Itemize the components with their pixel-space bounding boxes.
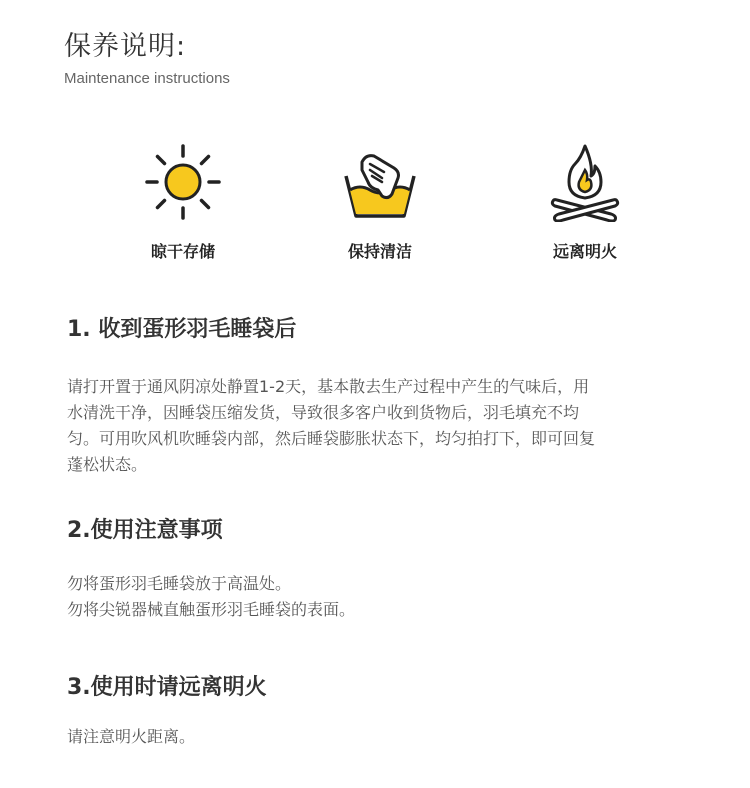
care-icons-row (0, 142, 750, 272)
body-line: 水清洗干净，因睡袋压缩发货，导致很多客户收到货物后，羽毛填充不均 (67, 403, 580, 422)
page-header (64, 30, 230, 88)
section-body (67, 571, 707, 623)
care-label-dry-storage: 晾干存储 (150, 242, 215, 261)
care-item-dry-storage (108, 142, 258, 262)
page-title: 保养说明: (64, 31, 187, 62)
care-item-away-from-fire (510, 142, 660, 262)
body-line: 匀。可用吹风机吹睡袋内部，然后睡袋膨胀状态下，均匀拍打下，即可回复 (67, 429, 596, 448)
section-after-receiving (67, 316, 707, 478)
care-label-away-from-fire: 远离明火 (552, 242, 617, 261)
campfire-icon (545, 142, 625, 222)
page-subtitle: Maintenance instructions (64, 70, 230, 87)
section-fire-warning (67, 674, 707, 750)
body-line: 请注意明火距离。 (67, 727, 196, 746)
section-title: 2.使用注意事项 (67, 518, 223, 543)
body-line: 蓬松状态。 (67, 455, 148, 474)
body-line: 请打开置于通风阴凉处静置1-2天，基本散去生产过程中产生的气味后，用 (67, 377, 590, 396)
section-title: 3.使用时请远离明火 (67, 675, 267, 700)
section-body (67, 724, 707, 750)
care-label-keep-clean: 保持清洁 (347, 242, 412, 261)
section-title: 1. 收到蛋形羽毛睡袋后 (67, 317, 297, 342)
section-body (67, 374, 707, 478)
section-usage-notes (67, 517, 707, 623)
body-line: 勿将尖锐器械直触蛋形羽毛睡袋的表面。 (67, 600, 356, 619)
care-item-keep-clean (305, 142, 455, 262)
body-line: 勿将蛋形羽毛睡袋放于高温处。 (67, 574, 292, 593)
sun-icon (143, 142, 223, 222)
hand-wash-icon (340, 142, 420, 222)
